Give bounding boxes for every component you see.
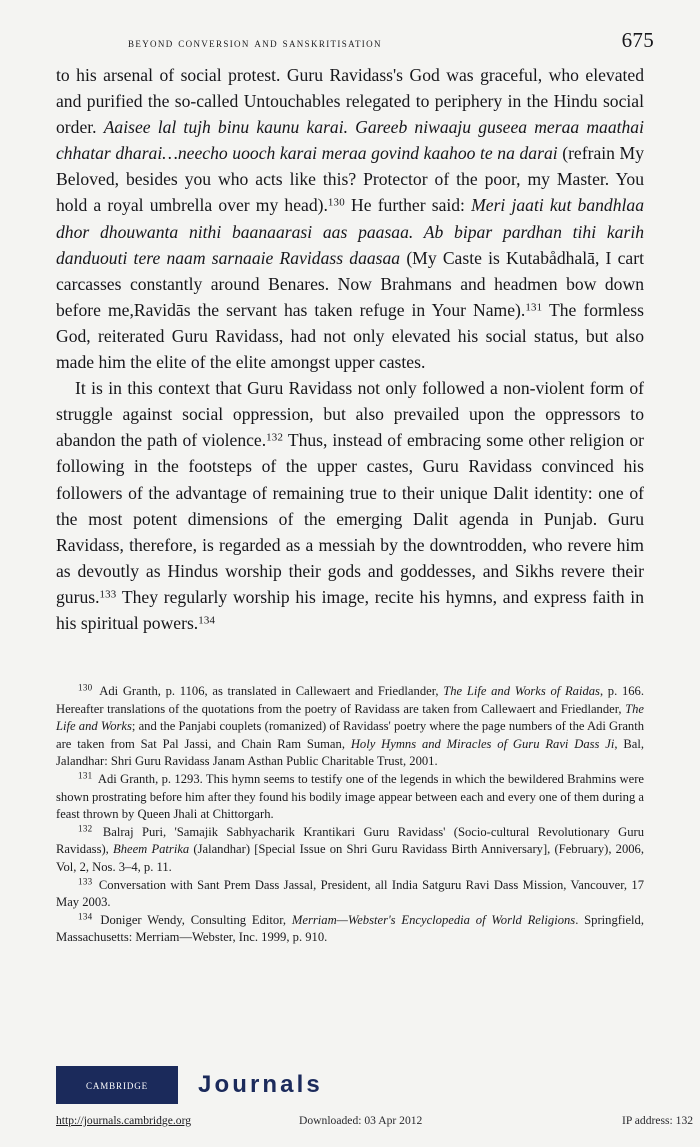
text-run: Thus, instead of embracing some other religion or following in the footsteps of the upper castes, Guru Ravidass convinced his followers of the advantage of remaining true to their unique Dalit identity: one of the most potent dimensions of the emerging Dalit agenda in Punjab. Guru Ravidass, therefore, is regarded as a messiah by the downtrodden, who revere him as devoutly as Hindus worship their gods and goddesses, and Sikhs revere their gurus. bbox=[56, 430, 644, 607]
text-run: to his arsenal of social protest. Guru Ravidass's God was graceful, who elevated and purified the so-called Untouchables relegated to periphery in the Hindu social order. bbox=[56, 65, 644, 138]
text-run: , p. 166. Hereafter translations of the quotations from the poetry of Ravidass are taken from Callewaert and Friedlander, bbox=[56, 684, 644, 716]
text-run: Adi Granth, p. 1106, as translated in Callewaert and Friedlander, bbox=[99, 684, 444, 698]
text-run: (My Caste is Kutabådhalā, I cart carcasses constantly around Benares. Now Brahmans and headmen bow down before me,Ravidās the servant has taken refuge in Your Name). bbox=[56, 247, 644, 320]
footnote-reference: 130 bbox=[327, 196, 345, 209]
footnote-marker: 133 bbox=[78, 876, 93, 886]
text-run: Conversation with Sant Prem Dass Jassal, President, all India Satguru Ravi Dass Mission, Vancouver, 17 May 2003. bbox=[56, 877, 644, 910]
text-run: He further said: bbox=[344, 195, 472, 216]
footnote-marker: 134 bbox=[78, 911, 93, 922]
cambridge-logo-box bbox=[56, 1066, 178, 1104]
body-text bbox=[56, 62, 644, 636]
footnote-reference: 132 bbox=[266, 431, 284, 444]
text-run: Adi Granth, p. 1293. This hymn seems to testify one of the legends in which the bewildered Brahmins were shown prostrating before him after they found his bodily image appear between each and every one of them during a feast thrown by Queen Jhali at Chittorgarh. bbox=[56, 771, 644, 822]
text-run: ; and the Panjabi couplets (romanized) of Ravidass' poetry where the page numbers of the Adi Granth are taken from Sat Pal Jassi, and Chain Ram Suman, bbox=[56, 719, 644, 751]
text-run: It is in this context that Guru Ravidass not only followed a non-violent form of struggle against social oppression, but also prevailed upon the oppressors to abandon the path of violence. bbox=[56, 378, 644, 451]
footnote-reference: 131 bbox=[525, 301, 543, 314]
footnotes bbox=[56, 683, 644, 947]
footnote bbox=[56, 683, 644, 771]
footer-metadata bbox=[56, 1114, 694, 1138]
footnote bbox=[56, 912, 644, 947]
italic-run: Meri jaati kut bandhlaa dhor dhouwanta nithi baanaarasi aas paasaa. Ab bipar pardhan tihi karih danduouti tere naam sarnaaie Ravidass daasaa bbox=[56, 195, 644, 268]
text-run: , Bal, Jalandhar: Shri Guru Ravidass Janam Asthan Public Charitable Trust, 2001. bbox=[56, 736, 644, 769]
text-run: They regularly worship his image, recite his hymns, and express faith in his spiritual powers. bbox=[56, 586, 644, 633]
journals-wordmark: Journals bbox=[198, 1071, 323, 1098]
footnote-marker: 132 bbox=[78, 823, 93, 834]
footnote-marker: 130 bbox=[78, 682, 93, 693]
footnote-reference: 133 bbox=[99, 588, 117, 601]
cambridge-wordmark: cambridge bbox=[85, 1077, 149, 1092]
footnote-marker-space bbox=[93, 825, 103, 839]
paragraph bbox=[56, 62, 644, 375]
text-run: The formless God, reiterated Guru Ravidass, had not only elevated his social status, but also made him the elite of the elite amongst upper castes. bbox=[56, 299, 644, 373]
footnote bbox=[56, 877, 644, 912]
ip-address: IP address: 132 bbox=[622, 1114, 694, 1127]
footnote bbox=[56, 771, 644, 824]
running-head bbox=[56, 30, 654, 56]
downloaded-date: Downloaded: 03 Apr 2012 bbox=[299, 1114, 423, 1127]
cambridge-journals-logo bbox=[56, 1066, 323, 1104]
paragraph bbox=[56, 375, 644, 636]
italic-run: The Life and Works of Raidas bbox=[443, 684, 600, 698]
italic-run: Bheem Patrika bbox=[113, 842, 190, 857]
text-run: Balraj Puri, 'Samajik Sabhyacharik Krantikari Guru Ravidass' (Socio-cultural Revolutionary Guru Ravidass), bbox=[56, 824, 644, 857]
text-run: (Jalandhar) [Special Issue on Shri Guru Ravidass Birth Anniversary], (February), 2006, Vol, 2, Nos. 3–4, p. 11. bbox=[56, 842, 645, 874]
footnote bbox=[56, 824, 644, 877]
italic-run: Merriam—Webster's Encyclopedia of World Religions bbox=[291, 912, 576, 927]
footnote-marker: 131 bbox=[78, 770, 93, 781]
text-run: Doniger Wendy, Consulting Editor, bbox=[100, 912, 292, 927]
text-run: . Springfield, Massachusetts: Merriam—Webster, Inc. 1999, p. 910. bbox=[56, 912, 644, 945]
italic-run: Holy Hymns and Miracles of Guru Ravi Dass Ji bbox=[350, 736, 615, 751]
journals-url-link[interactable]: http://journals.cambridge.org bbox=[56, 1114, 192, 1127]
page-number: 675 bbox=[621, 28, 654, 52]
footnote-reference: 134 bbox=[198, 614, 216, 627]
running-head-title: beyond conversion and sanskritisation bbox=[128, 35, 382, 50]
italic-run: Aaisee lal tujh binu kaunu karai. Gareeb niwaaju guseea meraa maathai chhatar dharai…neecho uooch karai meraa govind kaahoo te na darai bbox=[56, 117, 644, 164]
italic-run: The Life and Works bbox=[56, 701, 644, 734]
text-run: (refrain My Beloved, besides you who acts like this? Protector of the poor, my Master. You hold a royal umbrella over my head). bbox=[56, 143, 644, 216]
